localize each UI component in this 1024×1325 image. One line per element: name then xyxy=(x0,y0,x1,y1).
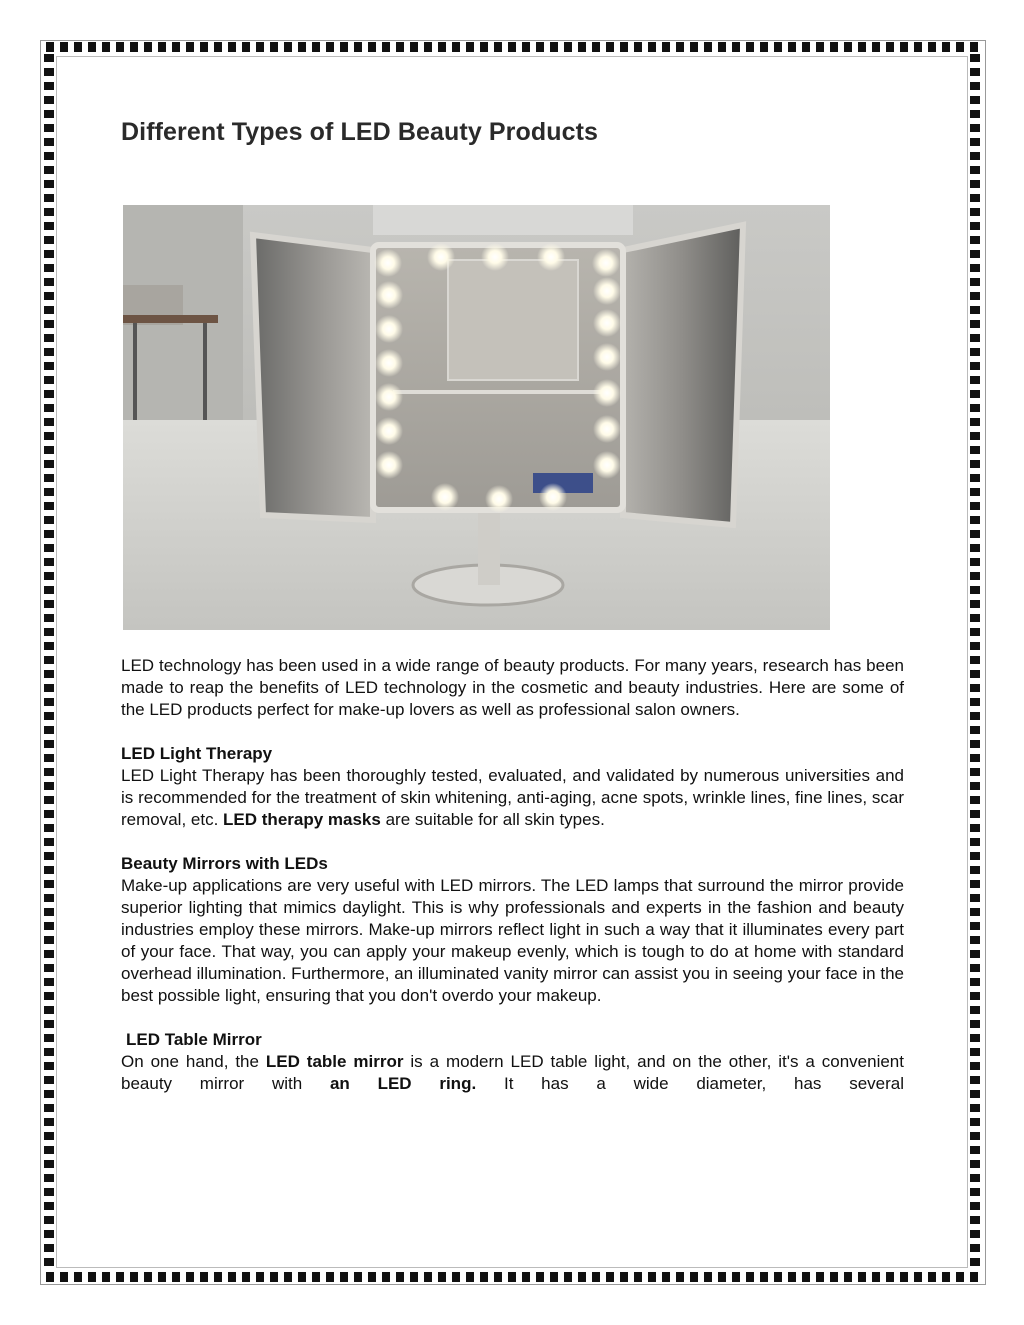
section-heading-beauty-mirrors: Beauty Mirrors with LEDs xyxy=(121,854,328,873)
border-bottom-pattern xyxy=(46,1272,978,1282)
border-top-pattern xyxy=(46,42,978,52)
article-body xyxy=(121,655,904,1095)
section-heading-led-table-mirror: LED Table Mirror xyxy=(126,1030,262,1049)
led-mirror-photo xyxy=(123,205,830,630)
header xyxy=(121,118,904,147)
section-paragraph-led-light-therapy: LED Light Therapy has been thoroughly tested, evaluated, and validated by numerous universities and is recommended for the treatment of skin whitening, anti-aging, acne spots, wrinkle lines, fine lines, scar removal, etc. LED therapy masks are suitable for all skin types. xyxy=(121,766,904,829)
intro-paragraph: LED technology has been used in a wide range of beauty products. For many years, research has been made to reap the benefits of LED technology in the cosmetic and beauty industries. Here are some of the LED products perfect for make-up lovers as well as professional salon owners. xyxy=(121,656,904,719)
border-right-pattern xyxy=(970,54,980,1270)
page-title: Different Types of LED Beauty Products xyxy=(121,118,599,146)
led-mirror-illustration xyxy=(123,205,830,630)
section-heading-led-light-therapy: LED Light Therapy xyxy=(121,744,273,763)
led-therapy-masks-link[interactable]: LED therapy masks xyxy=(223,810,381,829)
led-ring-link[interactable]: an LED ring. xyxy=(329,1074,477,1093)
led-table-mirror-link[interactable]: LED table mirror xyxy=(265,1052,404,1071)
section-paragraph-led-table-mirror: On one hand, the LED table mirror is a modern LED table light, and on the other, it's a convenient beauty mirror with an LED ring. It has a wide diameter, has several xyxy=(121,1052,904,1093)
section-paragraph-beauty-mirrors: Make-up applications are very useful with LED mirrors. The LED lamps that surround the mirror provide superior lighting that mimics daylight. This is why professionals and experts in the fashion and beauty industries employ these mirrors. Make-up mirrors reflect light in such a way that it illuminates every part of your face. That way, you can apply your makeup evenly, which is tough to do at home with standard overhead illumination. Furthermore, an illuminated vanity mirror can assist you in seeing your face in the best possible light, ensuring that you don't overdo your makeup. xyxy=(121,876,904,1005)
border-left-pattern xyxy=(44,54,54,1270)
